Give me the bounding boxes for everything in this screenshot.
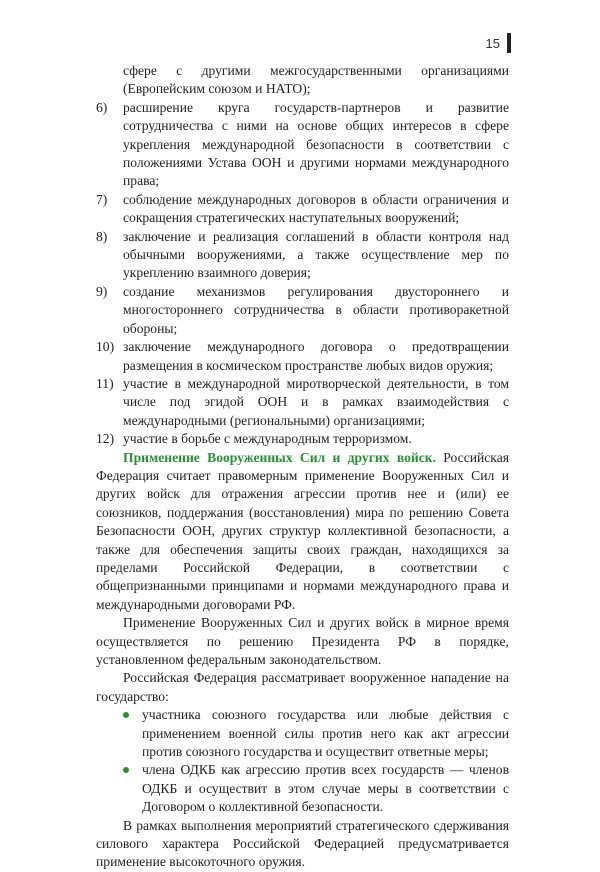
list-item-11 — [96, 375, 509, 430]
list-number: 7) — [96, 191, 108, 207]
list-item-7 — [96, 191, 509, 228]
list-number: 11) — [96, 375, 114, 391]
section-intro-paragraph — [96, 449, 509, 615]
list-number: 10) — [96, 339, 115, 355]
list-text: участие в международной миротворческой деятельности, в том числе под эгидой ООН и в рамках взаимодействия с международными (региональными) организациями; — [123, 375, 509, 428]
list-number: 6) — [96, 99, 108, 115]
list-item-8 — [96, 228, 509, 283]
list-text: создание механизмов регулирования двустороннего и многостороннего сотрудничества в области противоракетной обороны; — [123, 283, 509, 336]
section-intro-text: Российская Федерация считает правомерным применение Вооруженных Сил и других войск для отражения агрессии против нее и (или) ее союзников, поддержания (восстановления) мира по решению Совета Безопасности ООН, других структур коллективной безопасности, а также для обеспечения защиты своих граждан, находящихся за пределами Российской Федерации, в соответствии с общепризнанными принципами и нормами международного права и международными договорами РФ. — [96, 449, 509, 612]
paragraph-deterrence: В рамках выполнения мероприятий стратегического сдерживания силового характера Российской Федерацией предусматривается применение высокоточного оружия. — [96, 817, 509, 870]
list-text: заключение международного договора о предотвращении размещения в космическом пространстве любых видов оружия; — [123, 339, 509, 373]
page-body — [96, 62, 509, 872]
list-item-9 — [96, 283, 509, 338]
bullet-text: участника союзного государства или любые действия с применением военной силы против него как акт агрессии против союзного государства и осуществит ответные меры; — [142, 707, 509, 760]
paragraph-armed-attack: Российская Федерация рассматривает вооруженное нападение на государство: — [96, 670, 509, 704]
list-text: участие в борьбе с международным терроризмом. — [123, 431, 412, 447]
paragraph-peacetime: Применение Вооруженных Сил и других войск в мирное время осуществляется по решению Президента РФ в порядке, установленном федеральным законодательством. — [96, 615, 509, 667]
list-item-6 — [96, 99, 509, 191]
bullet-dot-icon — [123, 712, 129, 718]
list-item-12 — [96, 430, 509, 448]
bullet-list — [96, 706, 509, 816]
bullet-item — [96, 706, 509, 761]
list-text: соблюдение международных договоров в области ограничения и сокращения стратегических наступательных вооружений; — [123, 191, 509, 226]
list-number: 8) — [96, 228, 108, 244]
bullet-dot-icon — [123, 767, 129, 773]
page-marker-bar — [507, 33, 511, 53]
list-text: расширение круга государств-партнеров и развитие сотрудничества с ними на основе общих интересов в сфере укрепления международной безопасности в соответствии с положениями Устава ООН и другими нормами международного права; — [123, 99, 509, 189]
section-heading: Применение Вооруженных Сил и других войск. — [123, 449, 436, 465]
list-continuation: сфере с другими межгосударственными организациями (Европейским союзом и НАТО); — [123, 63, 509, 97]
bullet-text: члена ОДКБ как агрессию против всех государств — членов ОДКБ и осуществит в этом случае меры в соответствии с Договором о коллективной безопасности. — [142, 762, 509, 815]
page-number: 15 — [485, 36, 500, 51]
bullet-item — [96, 761, 509, 816]
list-text: заключение и реализация соглашений в области контроля над обычными вооружениями, а также осуществление мер по укреплению взаимного доверия; — [123, 228, 509, 281]
list-item-10 — [96, 338, 509, 375]
list-number: 9) — [96, 283, 108, 299]
numbered-list — [96, 99, 509, 449]
list-number: 12) — [96, 431, 115, 447]
